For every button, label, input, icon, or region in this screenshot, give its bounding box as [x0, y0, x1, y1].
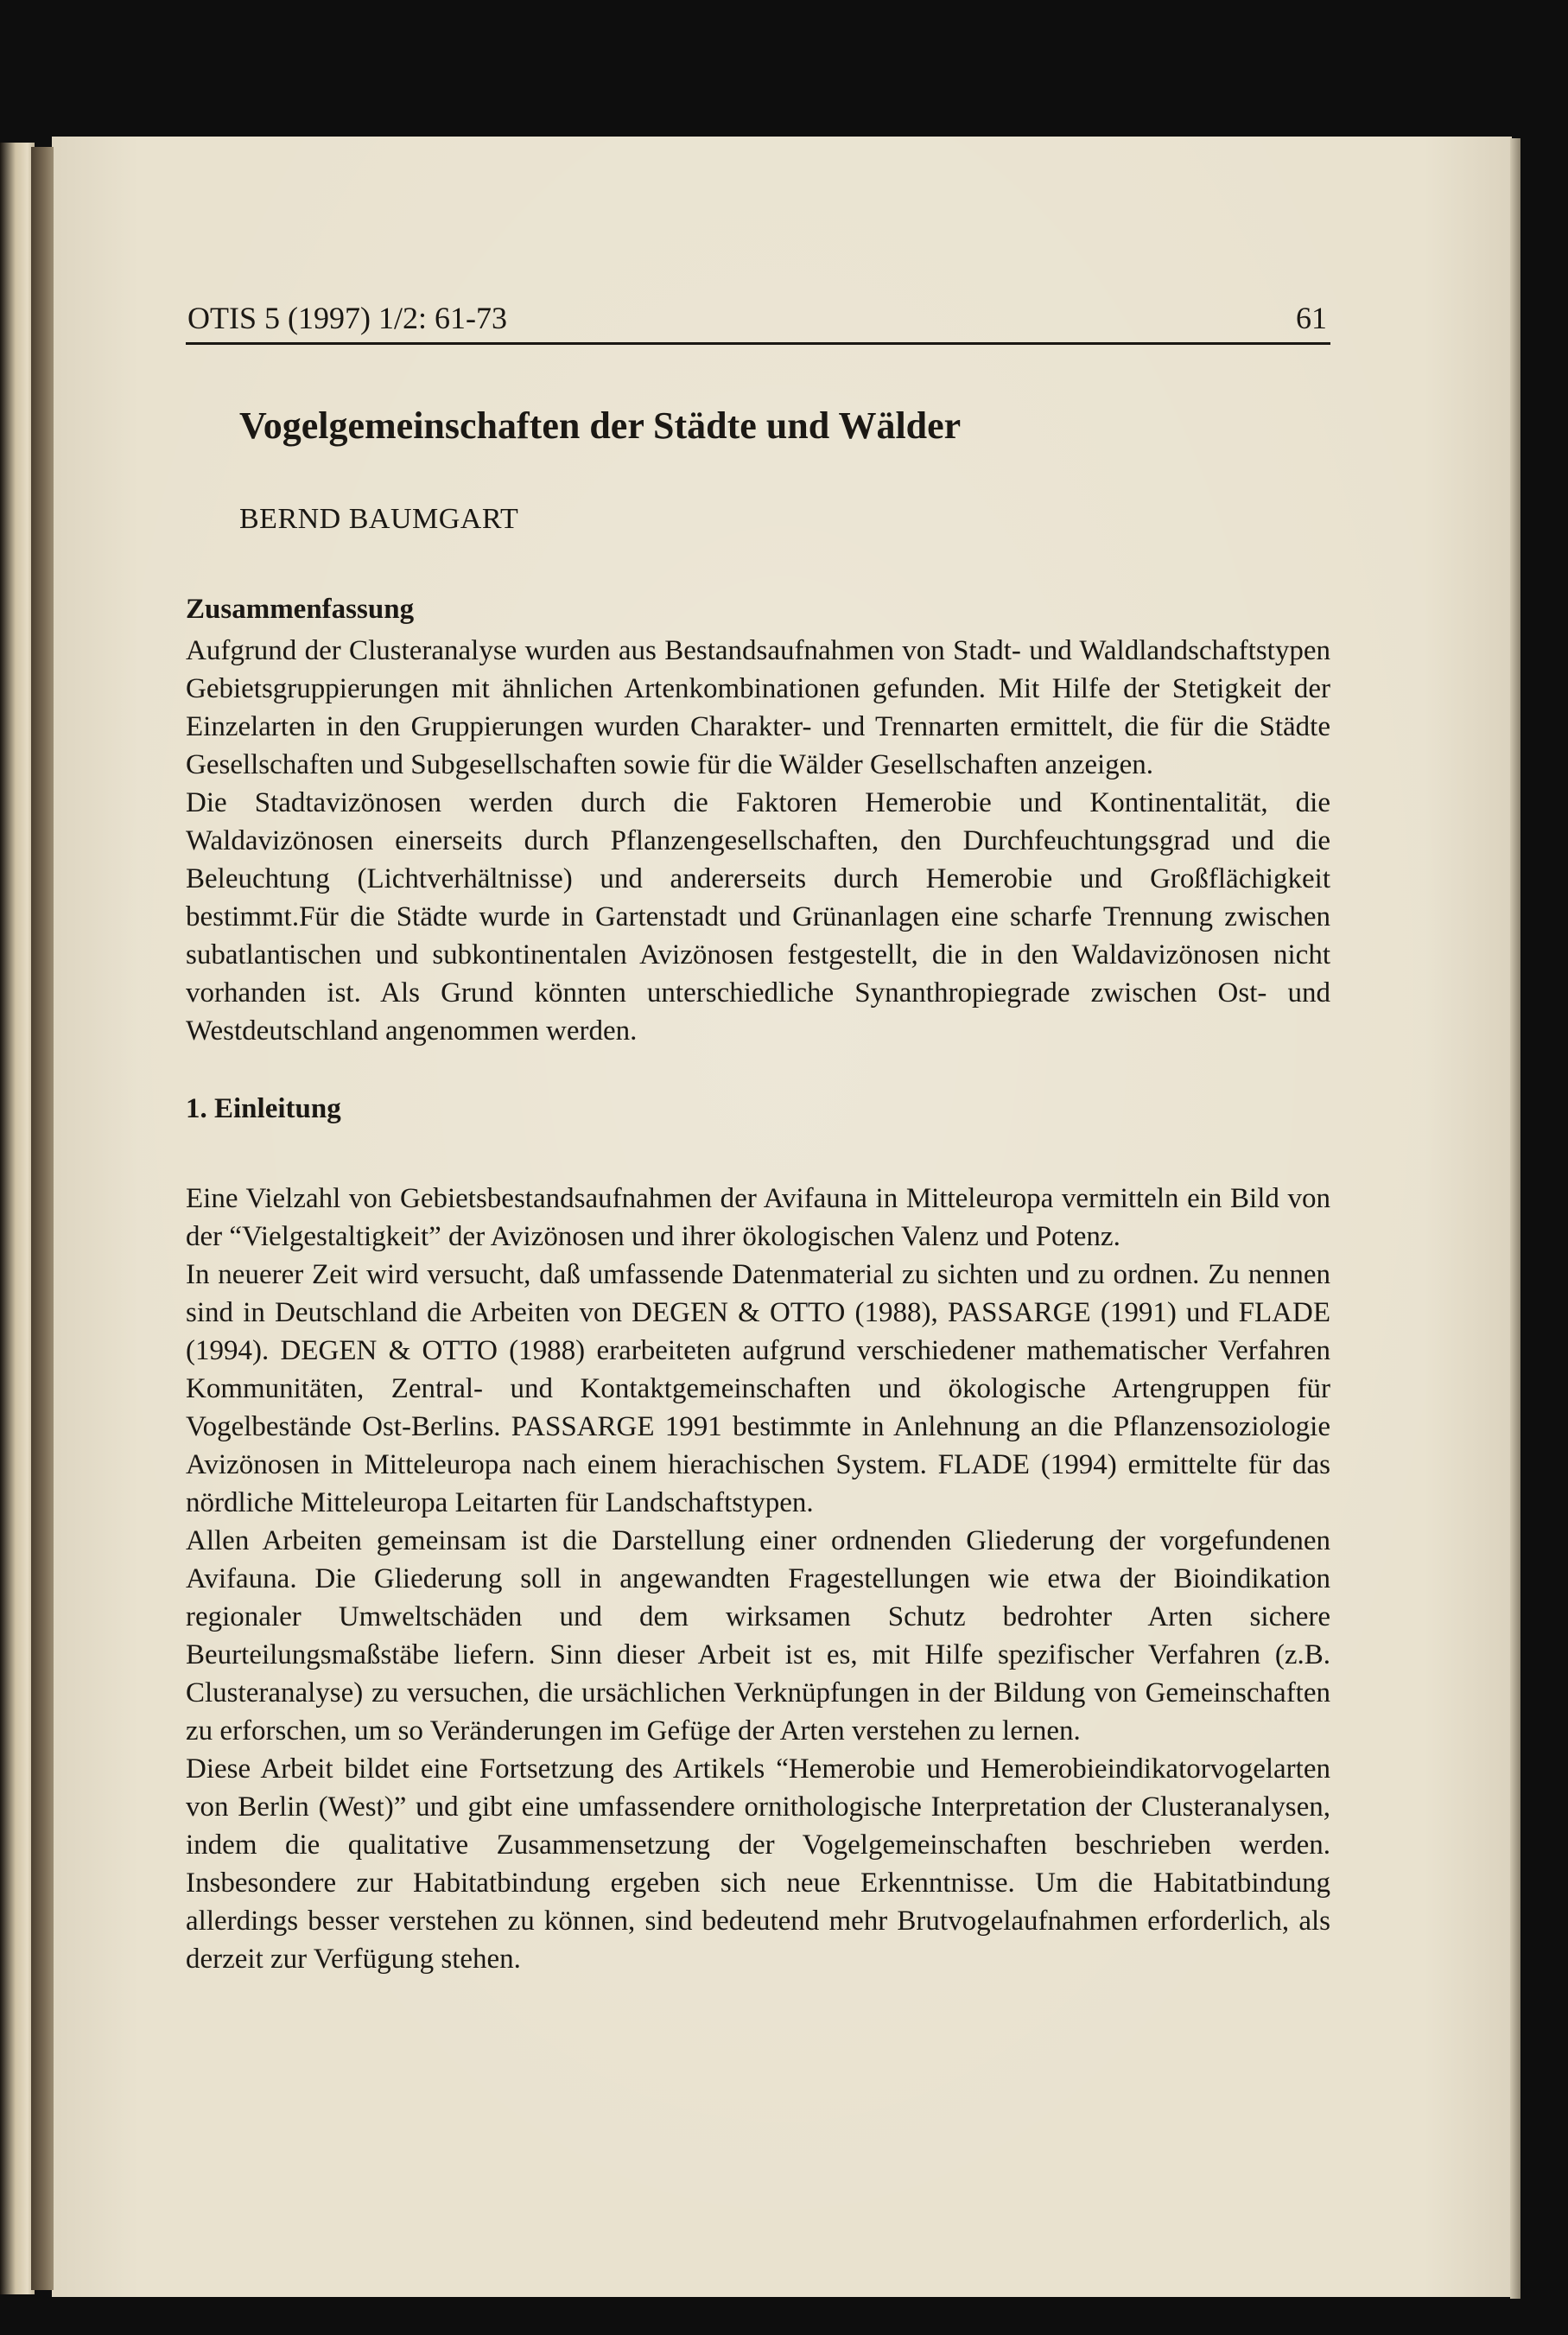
- facing-page-edge: [31, 147, 54, 2290]
- running-header: [186, 294, 1330, 345]
- page-number: 61: [1296, 301, 1327, 335]
- introduction-paragraph: Eine Vielzahl von Gebietsbestandsaufnahmen der Avifauna in Mitteleuropa vermitteln ein Bild von der “Vielgestaltigkeit” der Avizönosen und ihrer ökologischen Valenz und Potenz.: [186, 1183, 1330, 1252]
- article-author: BERND BAUMGART: [239, 503, 519, 535]
- introduction-paragraph: Diese Arbeit bildet eine Fortsetzung des Artikels “Hemerobie und Hemerobieindikatorvogelarten von Berlin (West)” und gibt eine umfassendere ornithologische Interpretation der Clusteranalysen, indem die qualitative Zusammensetzung der Vogelgemeinschaften beschrieben werden. Insbesondere zur Habitatbindung ergeben sich neue Erkenntnisse. Um die Habitatbindung allerdings besser verstehen zu können, sind bedeutend mehr Brutvogelaufnahmen erforderlich, als derzeit zur Verfügung stehen.: [186, 1753, 1330, 1975]
- abstract-paragraph: Aufgrund der Clusteranalyse wurden aus Bestandsaufnahmen von Stadt- und Waldlandschaftstypen Gebietsgruppierungen mit ähnlichen Artenkombinationen gefunden. Mit Hilfe der Stetigkeit der Einzelarten in den Gruppierungen wurden Charakter- und Trennarten ermittelt, die für die Städte Gesellschaften und Subgesellschaften sowie für die Wälder Gesellschaften anzeigen.: [186, 635, 1330, 780]
- journal-reference: OTIS 5 (1997) 1/2: 61-73: [187, 301, 507, 335]
- page-content: [186, 294, 1330, 1978]
- page-right-edge: [1510, 138, 1520, 2299]
- introduction-heading: 1. Einleitung: [186, 1093, 341, 1124]
- abstract-heading: Zusammenfassung: [186, 594, 415, 625]
- abstract-paragraph: Die Stadtavizönosen werden durch die Faktoren Hemerobie und Kontinentalität, die Waldavizönosen einerseits durch Pflanzengesellschaften, den Durchfeuchtungsgrad und die Beleuchtung (Lichtverhältnisse) und andererseits durch Hemerobie und Großflächigkeit bestimmt.Für die Städte wurde in Gartenstadt und Grünanlagen eine scharfe Trennung zwischen subatlantischen und subkontinentalen Avizönosen festgestellt, die in den Waldavizönosen nicht vorhanden ist. Als Grund könnten unterschiedliche Synanthropiegrade zwischen Ost- und Westdeutschland angenommen werden.: [186, 787, 1330, 1047]
- book-spine-shadow: [0, 143, 35, 2294]
- article-title: Vogelgemeinschaften der Städte und Wälder: [239, 404, 962, 447]
- introduction-paragraph: In neuerer Zeit wird versucht, daß umfassende Datenmaterial zu sichten und zu ordnen. Zu nennen sind in Deutschland die Arbeiten von DEGEN & OTTO (1988), PASSARGE (1991) und FLADE (1994). DEGEN & OTTO (1988) erarbeiteten aufgrund verschiedener mathematischer Verfahren Kommunitäten, Zentral- und Kontaktgemeinschaften und ökologische Artengruppen für Vogelbestände Ost-Berlins. PASSARGE 1991 bestimmte in Anlehnung an die Pflanzensoziologie Avizönosen in Mitteleuropa nach einem hierachischen System. FLADE (1994) ermittelte für das nördliche Mitteleuropa Leitarten für Landschaftstypen.: [186, 1259, 1330, 1518]
- introduction-paragraph: Allen Arbeiten gemeinsam ist die Darstellung einer ordnenden Gliederung der vorgefundenen Avifauna. Die Gliederung soll in angewandten Fragestellungen wie etwa der Bioindikation regionaler Umweltschäden und dem wirksamen Schutz bedrohter Arten sichere Beurteilungsmaßstäbe liefern. Sinn dieser Arbeit ist es, mit Hilfe spezifischer Verfahren (z.B. Clusteranalyse) zu versuchen, die ursächlichen Verknüpfungen in der Bildung von Gemeinschaften zu erforschen, um so Veränderungen im Gefüge der Arten verstehen zu lernen.: [186, 1525, 1330, 1746]
